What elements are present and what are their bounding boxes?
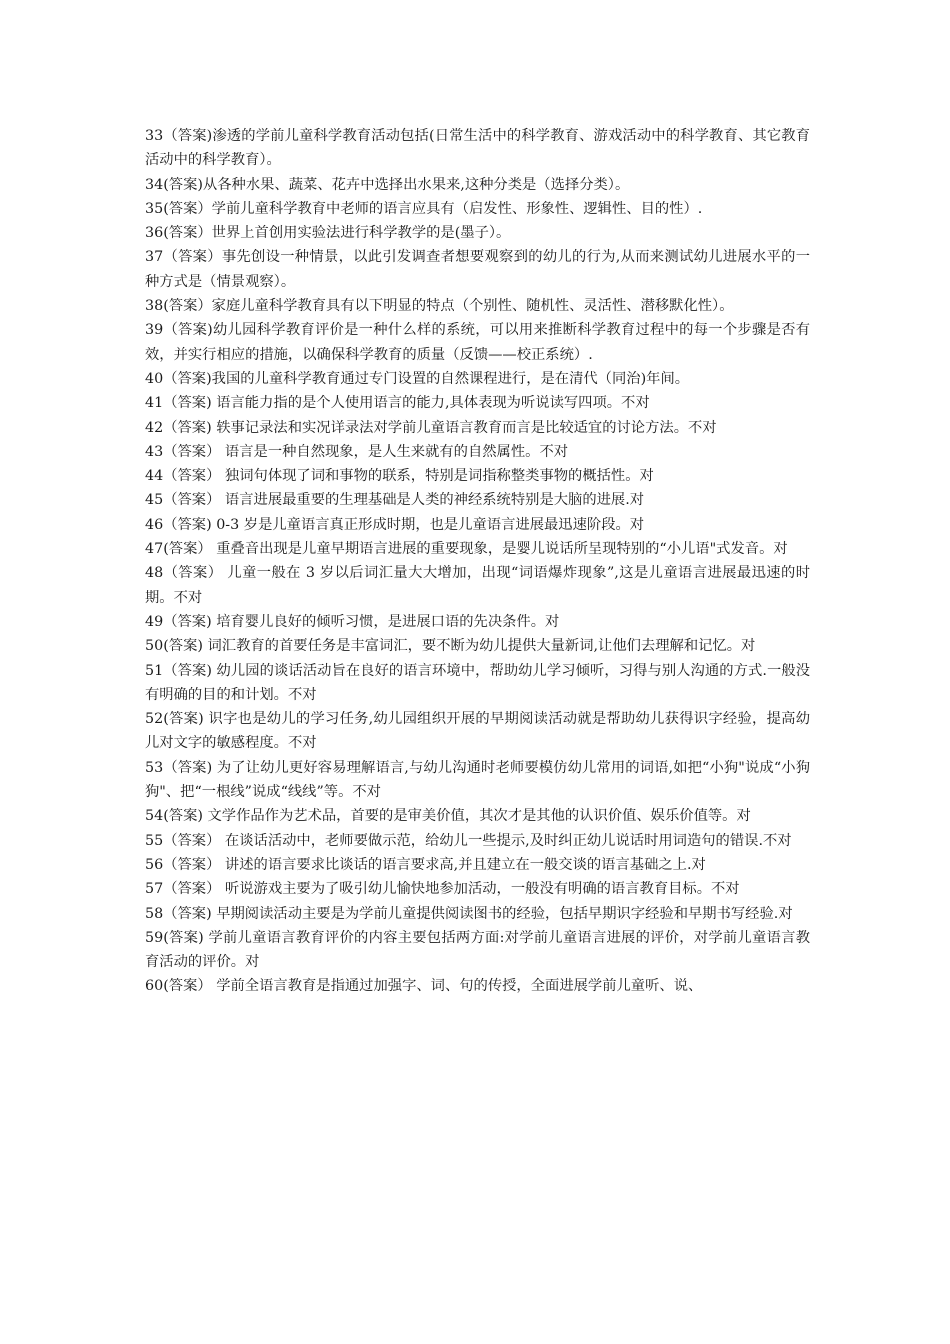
qa-item-53: 53（答案) 为了让幼儿更好容易理解语言,与幼儿沟通时老师要模仿幼儿常用的词语,如把“小狗"说成“小狗狗"、把“一根线”说成“线线”等。不对 (145, 759, 810, 801)
qa-item-43: 43（答案） 语言是一种自然现象，是人生来就有的自然属性。不对 (145, 443, 569, 460)
qa-item-48: 48（答案） 儿童一般在 3 岁以后词汇量大大增加，出现“词语爆炸现象”,这是儿童语言进展最迅速的时期。不对 (145, 565, 810, 606)
qa-item-36: 36(答案）世界上首创用实验法进行科学教学的是(墨子）。 (145, 225, 511, 242)
qa-item-44: 44（答案） 独词句体现了词和事物的联系，特别是词指称整类事物的概括性。对 (145, 468, 654, 485)
qa-item-42: 42（答案) 轶事记录法和实况详录法对学前儿童语言教育而言是比较适宜的讨论方法。不对 (145, 419, 717, 436)
qa-item-57: 57（答案） 听说游戏主要为了吸引幼儿愉快地参加活动，一般没有明确的语言教育目标。不对 (145, 881, 740, 898)
qa-item-37: 37（答案）事先创设一种情景，以此引发调查者想要观察到的幼儿的行为,从而来测试幼儿进展水平的一种方式是（情景观察）。 (145, 249, 810, 290)
qa-item-47: 47(答案） 重叠音出现是儿童早期语言进展的重要现象，是婴儿说话所呈现特别的“小儿语"式发音。对 (145, 541, 788, 558)
qa-item-58: 58（答案) 早期阅读活动主要是为学前儿童提供阅读图书的经验，包括早期识字经验和早期书写经验.对 (145, 905, 793, 922)
qa-item-40: 40（答案)我国的儿童科学教育通过专门设置的自然课程进行，是在清代（同治)年间。 (145, 370, 690, 387)
qa-item-39: 39（答案)幼儿园科学教育评价是一种什么样的系统，可以用来推断科学教育过程中的每一个步骤是否有效，并实行相应的措施，以确保科学教育的质量（反馈——校正系统）. (145, 322, 810, 363)
qa-item-45: 45（答案） 语言进展最重要的生理基础是人类的神经系统特别是大脑的进展.对 (145, 492, 645, 509)
document-body (145, 124, 810, 999)
qa-item-54: 54(答案) 文学作品作为艺术品，首要的是审美价值，其次才是其他的认识价值、娱乐价值等。对 (145, 808, 751, 825)
qa-item-38: 38(答案）家庭儿童科学教育具有以下明显的特点（个别性、随机性、灵活性、潜移默化性）。 (145, 298, 734, 315)
qa-item-52: 52(答案) 识字也是幼儿的学习任务,幼儿园组织开展的早期阅读活动就是帮助幼儿获得识字经验，提高幼儿对文字的敏感程度。不对 (145, 711, 810, 752)
qa-item-35: 35(答案）学前儿童科学教育中老师的语言应具有（启发性、形象性、逻辑性、目的性）. (145, 200, 703, 217)
qa-item-50: 50(答案) 词汇教育的首要任务是丰富词汇，要不断为幼儿提供大量新词,让他们去理解和记忆。对 (145, 638, 756, 655)
qa-item-55: 55（答案） 在谈话活动中，老师要做示范，给幼儿一些提示,及时纠正幼儿说话时用词造句的错误.不对 (145, 832, 792, 849)
qa-item-60: 60(答案） 学前全语言教育是指通过加强字、词、句的传授，全面进展学前儿童听、说、 (145, 978, 703, 995)
qa-item-33: 33（答案)渗透的学前儿童科学教育活动包括(日常生活中的科学教育、游戏活动中的科学教育、其它教育活动中的科学教育）。 (145, 128, 810, 169)
qa-item-41: 41（答案) 语言能力指的是个人使用语言的能力,具体表现为听说读写四项。不对 (145, 395, 650, 412)
qa-item-49: 49（答案) 培育婴儿良好的倾听习惯，是进展口语的先决条件。对 (145, 613, 560, 630)
qa-item-59: 59(答案) 学前儿童语言教育评价的内容主要包括两方面:对学前儿童语言进展的评价，对学前儿童语言教育活动的评价。对 (145, 929, 810, 971)
qa-item-51: 51（答案) 幼儿园的谈话活动旨在良好的语言环境中，帮助幼儿学习倾听，习得与别人沟通的方式.一般没有明确的目的和计划。不对 (145, 662, 810, 703)
qa-item-46: 46（答案) 0-3 岁是儿童语言真正形成时期，也是儿童语言进展最迅速阶段。对 (145, 516, 645, 533)
qa-item-56: 56（答案） 讲述的语言要求比谈话的语言要求高,并且建立在一般交谈的语言基础之上.对 (145, 856, 706, 873)
qa-item-34: 34(答案)从各种水果、蔬菜、花卉中选择出水果来,这种分类是（选择分类）。 (145, 176, 630, 193)
